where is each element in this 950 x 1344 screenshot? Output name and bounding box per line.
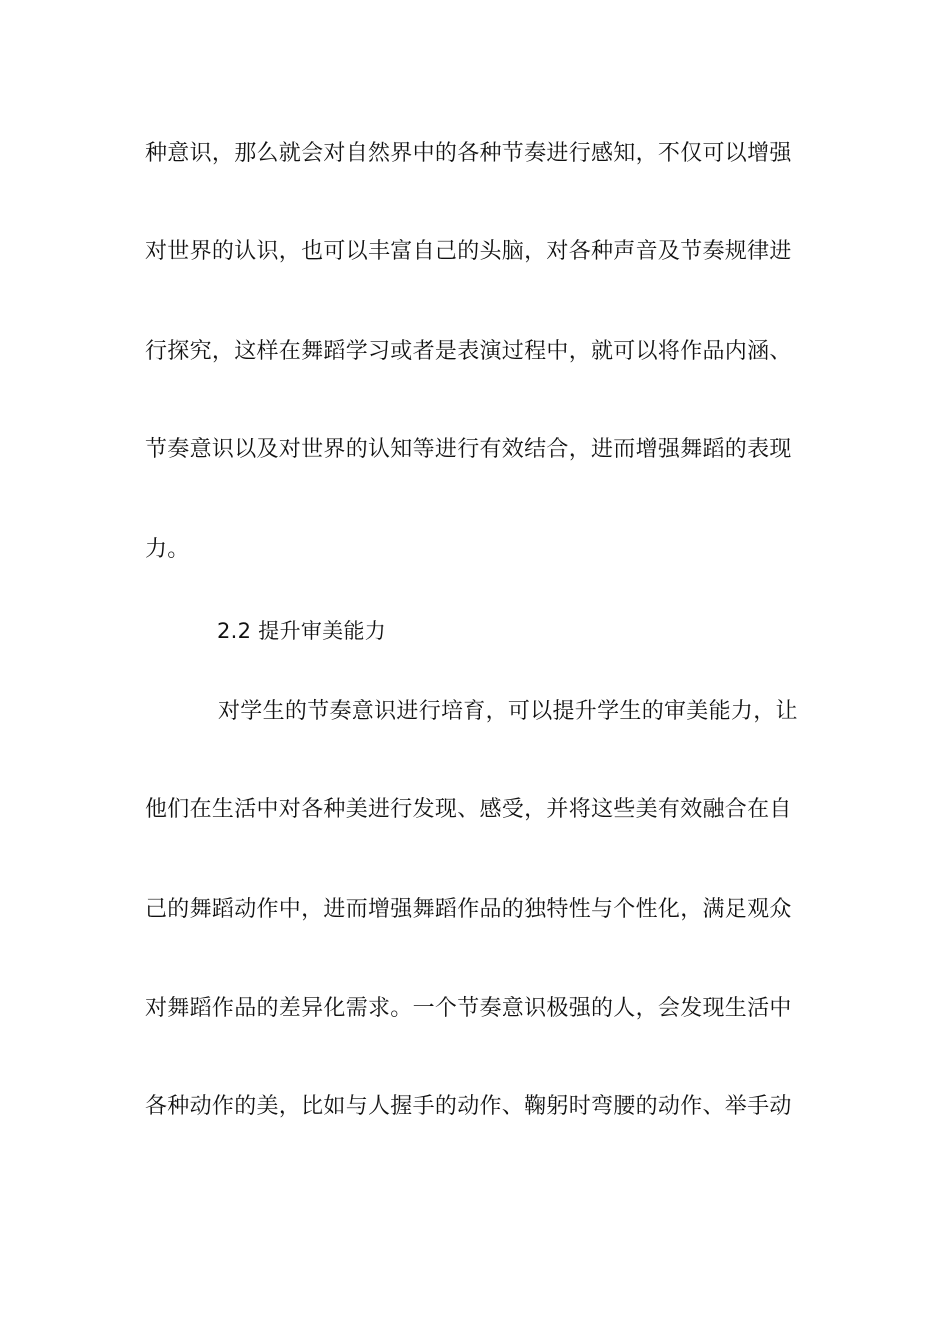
paragraph-line: 对学生的节奏意识进行培育，可以提升学生的审美能力，让 <box>218 699 798 724</box>
paragraph-line: 己的舞蹈动作中，进而增强舞蹈作品的独特性与个性化，满足观众 <box>145 897 792 922</box>
paragraph-line: 行探究，这样在舞蹈学习或者是表演过程中，就可以将作品内涵、 <box>145 339 792 364</box>
paragraph-line: 对舞蹈作品的差异化需求。一个节奏意识极强的人，会发现生活中 <box>145 996 792 1021</box>
paragraph-line: 力。 <box>145 537 190 562</box>
paragraph-line: 种意识，那么就会对自然界中的各种节奏进行感知，不仅可以增强 <box>145 141 792 166</box>
paragraph-line: 节奏意识以及对世界的认知等进行有效结合，进而增强舞蹈的表现 <box>145 437 792 462</box>
paragraph-line: 他们在生活中对各种美进行发现、感受，并将这些美有效融合在自 <box>145 797 792 822</box>
paragraph-line: 对世界的认识，也可以丰富自己的头脑，对各种声音及节奏规律进 <box>145 239 792 264</box>
section-heading: 2.2 提升审美能力 <box>217 619 387 643</box>
paragraph-line: 各种动作的美，比如与人握手的动作、鞠躬时弯腰的动作、举手动 <box>145 1094 792 1119</box>
